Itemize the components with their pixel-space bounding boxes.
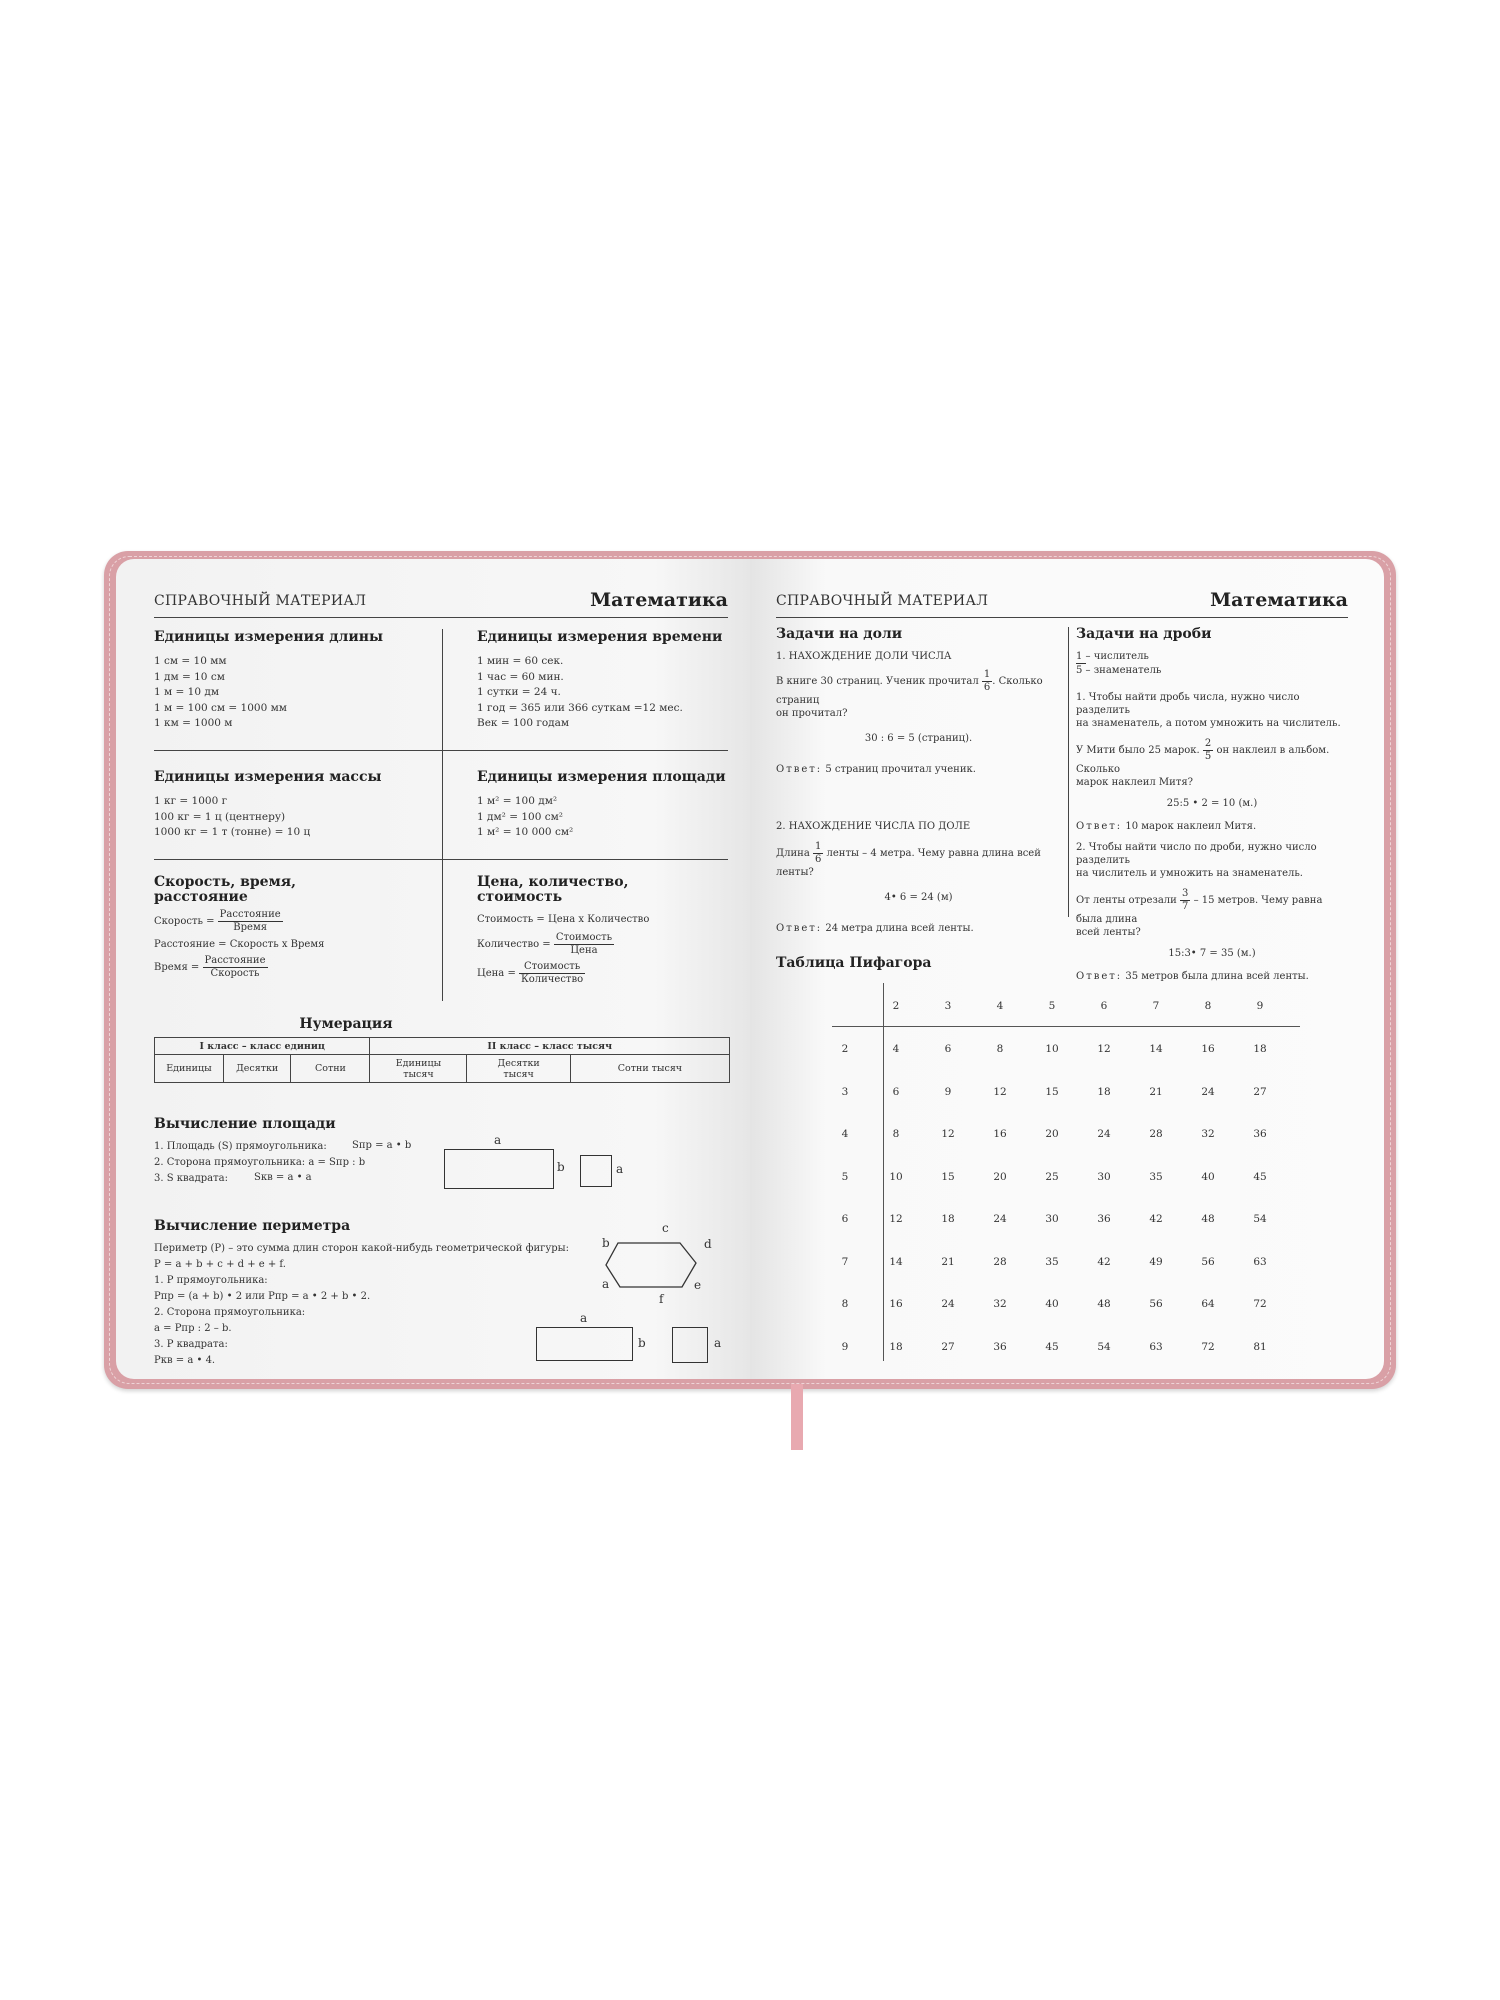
figure-label: c — [662, 1221, 669, 1235]
text-line: 1 м² = 10 000 см² — [477, 826, 574, 838]
table-cell: 16 — [889, 1298, 903, 1310]
square-figure — [672, 1327, 708, 1363]
left-page — [116, 559, 750, 1379]
text-line: 1 мин = 60 сек. — [477, 655, 564, 667]
figure-label: a — [714, 1336, 722, 1350]
subsection-title: 1. НАХОЖДЕНИЕ ДОЛИ ЧИСЛА — [776, 651, 952, 662]
table-cell: 25 — [1045, 1170, 1059, 1183]
text-line: Периметр (P) – это сумма длин сторон какой-нибудь геометрической фигуры: — [154, 1243, 569, 1254]
table-cell: 35 — [1045, 1255, 1059, 1268]
pythagoras-title: Таблица Пифагора — [776, 955, 932, 971]
text-line: P = a + b + c + d + e + f. — [154, 1259, 286, 1270]
table-cell: 42 — [1097, 1255, 1111, 1268]
section-title: стоимость — [477, 889, 563, 905]
table-cell: 49 — [1149, 1255, 1163, 1268]
formula-cost: Стоимость = Цена х Количество — [477, 914, 650, 925]
table-header-cell: 9 — [1256, 1000, 1264, 1012]
table-cell: 9 — [944, 1085, 952, 1098]
table-cell: 14 — [1149, 1043, 1163, 1055]
table-cell: 28 — [1149, 1128, 1163, 1140]
section-title: Цена, количество, — [477, 874, 629, 890]
table-cell: 15 — [1045, 1085, 1059, 1098]
table-cell: 15 — [941, 1170, 955, 1183]
area-formula: Sпр = a • b — [352, 1140, 412, 1151]
fractions-section — [1076, 627, 1348, 983]
table-cell: 48 — [1097, 1298, 1111, 1310]
table-cell: 12 — [941, 1128, 955, 1140]
table-header-cell: 8 — [1204, 1000, 1212, 1012]
answer: Ответ: 35 метров была длина всей ленты. — [1076, 971, 1309, 982]
figure-label: a — [580, 1311, 588, 1325]
table-cell: 42 — [1149, 1213, 1163, 1225]
answer: Ответ: 5 страниц прочитал ученик. — [776, 764, 976, 775]
table-cell: 27 — [1253, 1085, 1267, 1098]
table-cell: 16 — [1201, 1043, 1215, 1055]
text-line: 1. P прямоугольника: — [154, 1275, 268, 1286]
table-cell: 6 — [892, 1085, 900, 1098]
table-row-header: 2 — [841, 1043, 849, 1055]
formula-speed: Скорость = $\frac{\text{Расстояние}}{\text{Время}}$ — [154, 909, 281, 933]
text-line: 1 год = 365 или 366 суткам =12 мес. — [477, 701, 683, 714]
table-cell: Сотни тысяч — [570, 1055, 729, 1083]
table-cell: 56 — [1149, 1298, 1163, 1310]
table-cell: 63 — [1149, 1340, 1163, 1353]
class-units-header: I класс – класс единиц — [155, 1038, 370, 1055]
denominator-note: 5 – знаменатель — [1076, 665, 1162, 676]
table-cell: 48 — [1201, 1213, 1215, 1225]
page-header-label: СПРАВОЧНЫЙ МАТЕРИАЛ — [154, 593, 367, 609]
text-line: 1. Площадь (S) прямоугольника: — [154, 1141, 327, 1152]
table-cell: 18 — [889, 1340, 903, 1353]
text-line: Pкв = a • 4. — [154, 1355, 216, 1366]
table-cell: Сотни — [291, 1055, 370, 1083]
section-title: Задачи на дроби — [1076, 626, 1212, 642]
table-row-header: 6 — [841, 1213, 849, 1225]
table-row-header: 8 — [841, 1298, 849, 1310]
figure-label: a — [602, 1277, 610, 1291]
column-divider — [1068, 627, 1069, 917]
table-cell: 10 — [1045, 1043, 1059, 1055]
table-side-line — [883, 983, 884, 1361]
figure-label: b — [557, 1160, 565, 1174]
text-line: 1000 кг = 1 т (тонне) = 10 ц — [154, 826, 311, 838]
answer: Ответ: 24 метра длина всей ленты. — [776, 923, 974, 934]
text-line: 1 м² = 100 дм² — [477, 795, 558, 807]
table-cell: 36 — [1097, 1213, 1111, 1225]
section-title: Единицы измерения площади — [477, 769, 726, 785]
table-cell: 35 — [1149, 1170, 1163, 1183]
text-line: 3. P квадрата: — [154, 1339, 228, 1350]
table-cell: 24 — [1201, 1085, 1215, 1098]
section-title: Единицы измерения времени — [477, 629, 723, 645]
table-cell: 20 — [1045, 1128, 1059, 1140]
figure-label: d — [704, 1237, 712, 1251]
table-header-cell: 5 — [1048, 1000, 1056, 1012]
table-cell: 10 — [889, 1170, 903, 1183]
table-cell: 21 — [1149, 1085, 1163, 1098]
header-divider — [776, 617, 1348, 618]
figure-label: f — [659, 1292, 664, 1306]
text-line: 3. S квадрата: — [154, 1173, 228, 1184]
table-header-cell: 4 — [996, 1000, 1004, 1012]
row-divider — [154, 750, 728, 751]
table-cell: 36 — [1253, 1128, 1267, 1140]
figure-label: a — [494, 1133, 502, 1147]
text-line: 1 дм = 10 см — [154, 670, 225, 683]
header-divider — [154, 617, 728, 618]
table-cell: 20 — [993, 1170, 1007, 1183]
figure-label: a — [616, 1162, 624, 1176]
row-divider — [154, 859, 728, 860]
table-cell: 81 — [1253, 1340, 1267, 1353]
table-row-header: 7 — [841, 1255, 849, 1268]
rectangle-figure — [536, 1327, 633, 1361]
length-units-section — [154, 630, 383, 732]
table-cell: Единицы тысяч — [370, 1055, 467, 1083]
table-cell: 72 — [1201, 1340, 1215, 1353]
section-title: Задачи на доли — [776, 626, 903, 642]
table-cell: 21 — [941, 1255, 955, 1268]
numeration-table — [154, 1037, 730, 1083]
shares-section — [776, 627, 1061, 935]
table-cell: Десятки — [223, 1055, 290, 1083]
column-divider — [442, 629, 443, 1001]
text-line: 1 час = 60 мин. — [477, 670, 564, 683]
page-header-title: Математика — [590, 589, 728, 611]
table-header-cell: 7 — [1152, 1000, 1160, 1012]
price-section — [477, 875, 649, 986]
calculation: 25:5 • 2 = 10 (м.) — [1166, 798, 1258, 809]
class-thousands-header: II класс – класс тысяч — [370, 1038, 730, 1055]
formula-time: Время = $\frac{\text{Расстояние}}{\text{Скорость}}$ — [154, 955, 266, 979]
table-cell: 28 — [993, 1255, 1007, 1268]
square-area-formula: Sкв = a • a — [254, 1172, 312, 1183]
rectangle-figure — [444, 1149, 554, 1189]
text-line: 1 км = 1000 м — [154, 717, 233, 729]
table-cell: 56 — [1201, 1255, 1215, 1268]
table-cell: 45 — [1045, 1340, 1059, 1353]
rule-text: 2. Чтобы найти число по дроби, нужно число разделить на числитель и умножить на знаменатель. — [1076, 842, 1317, 879]
numeration-title: Нумерация — [299, 1016, 393, 1032]
table-header-cell: 3 — [944, 1000, 952, 1012]
table-cell: 24 — [993, 1213, 1007, 1225]
table-cell: 12 — [889, 1213, 903, 1225]
table-cell: 24 — [941, 1298, 955, 1310]
figure-label: e — [694, 1278, 702, 1292]
table-cell: 8 — [892, 1128, 900, 1140]
section-title: Единицы измерения длины — [154, 629, 384, 645]
problem-text: В книге 30 страниц. Ученик прочитал $\frac{1}{6}$ . Сколько страниц он прочитал? — [776, 669, 1043, 719]
table-cell: 30 — [1097, 1170, 1111, 1183]
text-line: Pпр = (a + b) • 2 или Pпр = a • 2 + b • 2. — [154, 1291, 371, 1302]
section-title: Единицы измерения массы — [154, 769, 382, 785]
table-cell: 40 — [1201, 1170, 1215, 1183]
text-line: 2. Сторона прямоугольника: — [154, 1307, 306, 1318]
table-cell: Десятки тысяч — [467, 1055, 570, 1083]
page-header-label: СПРАВОЧНЫЙ МАТЕРИАЛ — [776, 593, 989, 609]
subsection-title: 2. НАХОЖДЕНИЕ ЧИСЛА ПО ДОЛЕ — [776, 821, 971, 832]
table-header-line — [832, 1026, 1300, 1027]
section-title: Вычисление площади — [154, 1116, 336, 1132]
table-cell: 18 — [941, 1213, 955, 1225]
time-units-section — [477, 630, 722, 732]
formula-quantity: Количество = $\frac{\text{Стоимость}}{\text{Цена}}$ — [477, 932, 613, 956]
table-cell: 6 — [944, 1043, 952, 1055]
table-cell: 12 — [993, 1085, 1007, 1098]
table-header-cell: 2 — [892, 1000, 900, 1012]
text-line: 1 м = 100 см = 1000 мм — [154, 701, 287, 714]
figure-label: b — [602, 1236, 610, 1250]
area-calc-section — [154, 1117, 336, 1132]
numerator-note: 1 – числитель — [1076, 651, 1149, 662]
table-cell: 45 — [1253, 1170, 1267, 1183]
section-title: Вычисление периметра — [154, 1218, 351, 1234]
table-cell: Единицы — [155, 1055, 224, 1083]
perimeter-text — [154, 1241, 569, 1369]
calculation: 4• 6 = 24 (м) — [884, 892, 953, 903]
calculation: 15:3• 7 = 35 (м.) — [1168, 948, 1256, 959]
table-cell: 63 — [1253, 1255, 1267, 1268]
table-cell: 64 — [1201, 1298, 1215, 1310]
table-cell: 24 — [1097, 1128, 1111, 1140]
table-cell: 27 — [941, 1340, 955, 1353]
text-line: 2. Сторона прямоугольника: a = Sпр : b — [154, 1157, 366, 1168]
perimeter-section — [154, 1219, 350, 1234]
table-cell: 72 — [1253, 1298, 1267, 1310]
table-cell: 36 — [993, 1340, 1007, 1353]
table-row-header: 4 — [841, 1128, 849, 1140]
table-cell: 40 — [1045, 1298, 1059, 1310]
section-title: расстояние — [154, 889, 248, 905]
table-cell: 18 — [1253, 1043, 1267, 1055]
speed-section — [154, 875, 324, 980]
table-cell: 16 — [993, 1128, 1007, 1140]
problem-text: Длина $\frac{1}{6}$ ленты – 4 метра. Чему равна длина всей ленты? — [776, 841, 1041, 878]
table-cell: 32 — [993, 1298, 1007, 1310]
text-line: a = Pпр : 2 – b. — [154, 1323, 232, 1334]
formula-price: Цена = $\frac{\text{Стоимость}}{\text{Количество}}$ — [477, 961, 584, 985]
table-cell: 30 — [1045, 1213, 1059, 1225]
table-header-cell: 6 — [1100, 1000, 1108, 1012]
formula-distance: Расстояние = Скорость х Время — [154, 939, 325, 950]
problem-text: У Мити было 25 марок. $\frac{2}{5}$ он наклеил в альбом. Сколько марок наклеил Митя? — [1076, 738, 1330, 788]
bookmark-ribbon — [791, 1384, 803, 1450]
text-line: 1 кг = 1000 г — [154, 795, 228, 807]
table-cell: 14 — [889, 1255, 903, 1268]
rule-text: 1. Чтобы найти дробь числа, нужно число разделить на знаменатель, а потом умножить на числитель. — [1076, 692, 1341, 729]
table-cell: 4 — [892, 1043, 900, 1055]
table-cell: 12 — [1097, 1043, 1111, 1055]
table-cell: 32 — [1201, 1128, 1215, 1140]
text-line: Век = 100 годам — [477, 717, 570, 729]
square-figure — [580, 1155, 612, 1187]
right-page — [750, 559, 1384, 1379]
section-title: Скорость, время, — [154, 874, 296, 890]
figure-label: b — [638, 1336, 646, 1350]
page-header-title: Математика — [1210, 589, 1348, 611]
answer: Ответ: 10 марок наклеил Митя. — [1076, 821, 1257, 832]
text-line: 100 кг = 1 ц (центнеру) — [154, 810, 286, 823]
table-row-header: 5 — [841, 1170, 849, 1183]
table-cell: 54 — [1253, 1213, 1267, 1225]
table-cell: 54 — [1097, 1340, 1111, 1353]
text-line: 1 дм² = 100 см² — [477, 810, 563, 823]
area-units-section — [477, 770, 726, 841]
mass-units-section — [154, 770, 382, 841]
problem-text: От ленты отрезали $\frac{3}{7}$ – 15 метров. Чему равна была длина всей ленты? — [1076, 888, 1323, 938]
table-cell: 18 — [1097, 1085, 1111, 1098]
text-line: 1 сутки = 24 ч. — [477, 686, 561, 698]
text-line: 1 м = 10 дм — [154, 686, 219, 698]
table-row-header: 3 — [841, 1085, 849, 1098]
table-cell: 8 — [996, 1043, 1004, 1055]
table-row-header: 9 — [841, 1340, 849, 1353]
text-line: 1 см = 10 мм — [154, 655, 227, 667]
calculation: 30 : 6 = 5 (страниц). — [864, 733, 973, 744]
